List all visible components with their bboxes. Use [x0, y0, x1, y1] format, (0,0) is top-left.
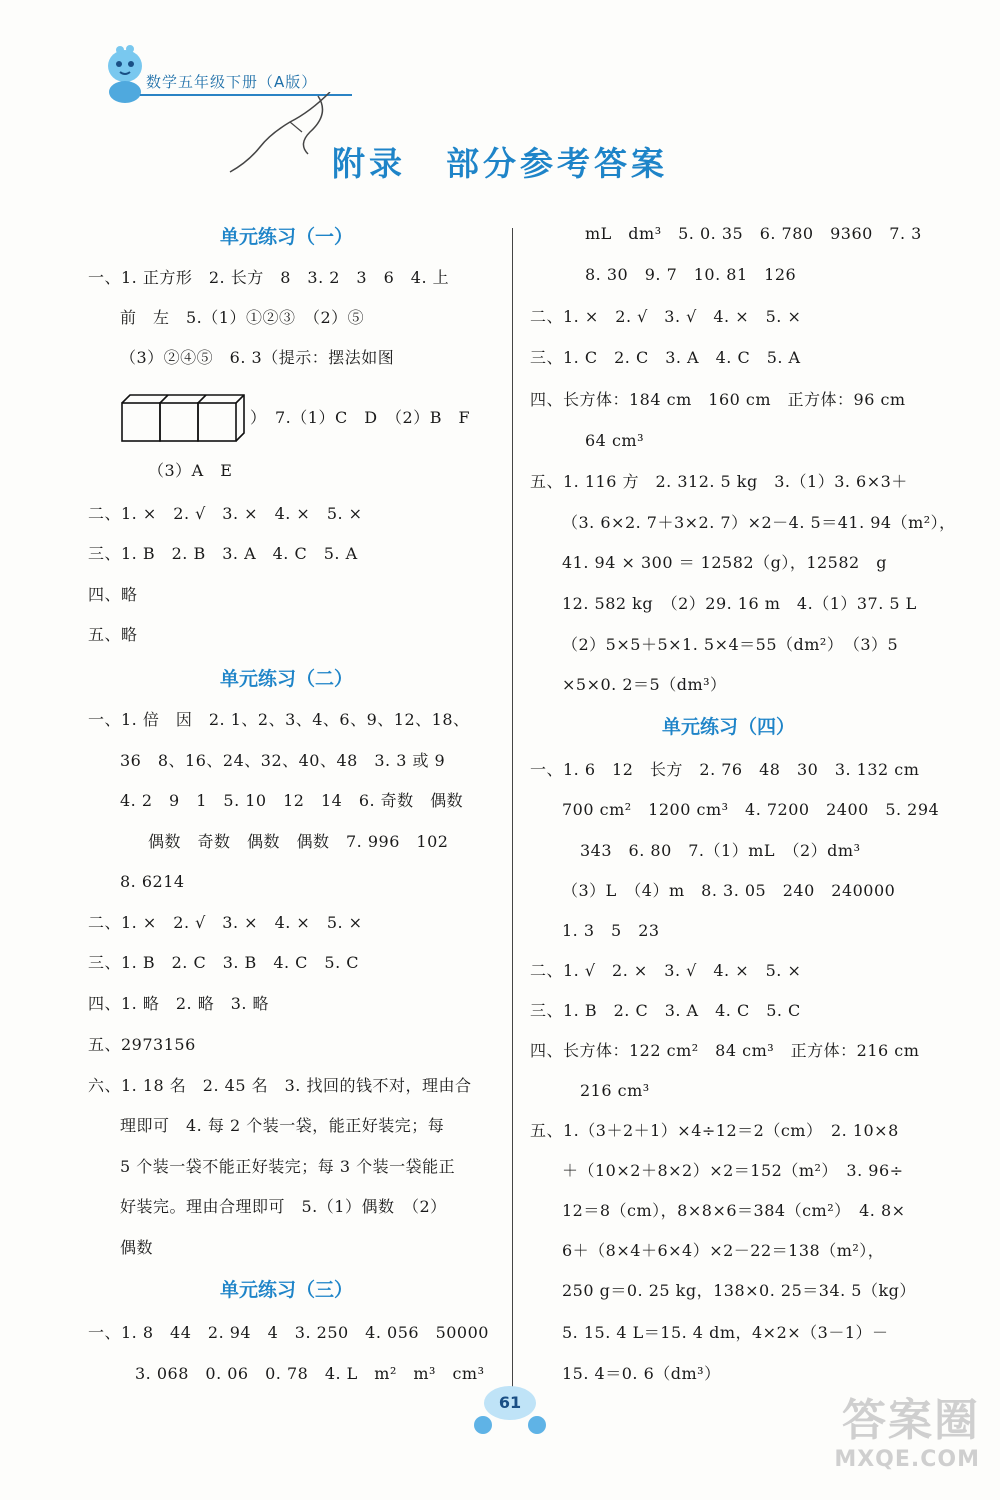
- column-divider: [512, 228, 513, 1393]
- answer-line: ×5×0. 2＝5（dm³）: [562, 675, 727, 694]
- answer-line: 理即可 4. 每 2 个装一袋，能正好装完；每: [120, 1116, 445, 1135]
- answer-line: （3）L （4）m 8. 3. 05 240 240000: [562, 881, 896, 900]
- answer-line: 五、略: [88, 625, 138, 644]
- answer-line: （3）A E: [148, 461, 233, 480]
- answer-line: 三、1. B 2. C 3. B 4. C 5. C: [88, 953, 360, 972]
- page-title-answers: 部分参考答案: [446, 144, 668, 183]
- answer-line: 4. 2 9 1 5. 10 12 14 6. 奇数 偶数: [120, 791, 464, 810]
- page-title-appendix: 附录: [332, 144, 406, 183]
- answer-line: 二、1. × 2. √ 3. × 4. × 5. ×: [88, 504, 363, 523]
- answer-line: 四、1. 略 2. 略 3. 略: [88, 994, 270, 1013]
- answer-line: 343 6. 80 7.（1）mL （2）dm³: [580, 841, 861, 860]
- answer-line: （3. 6×2. 7＋3×2. 7）×2－4. 5＝41. 94（m²），: [562, 513, 956, 532]
- page-title: [0, 138, 1000, 185]
- book-header: [100, 42, 360, 132]
- mascot-icon: [100, 42, 150, 106]
- answer-line: 15. 4＝0. 6（dm³）: [562, 1364, 721, 1383]
- answer-line: 四、长方体：184 cm 160 cm 正方体：96 cm: [530, 390, 906, 409]
- answer-line: ＋（10×2＋8×2）×2＝152（m²） 3. 96÷: [562, 1161, 904, 1180]
- watermark-url: MXQE.COM: [834, 1447, 980, 1472]
- answer-line: 700 cm² 1200 cm³ 4. 7200 2400 5. 294: [562, 800, 940, 819]
- answer-line: 前 左 5.（1）①②③ （2）⑤: [120, 308, 365, 327]
- cubes-figure: [120, 393, 250, 443]
- answer-line: 8. 30 9. 7 10. 81 126: [585, 265, 797, 284]
- answer-line: （2）5×5＋5×1. 5×4＝55（dm²） （3）5: [562, 635, 899, 654]
- answer-line: 6＋（8×4＋6×4）×2－22＝138（m²），: [562, 1241, 885, 1260]
- answer-line: 五、1. 116 方 2. 312. 5 kg 3.（1）3. 6×3＋: [530, 472, 908, 491]
- section-title-unit-3: 单元练习（三）: [220, 1279, 354, 1301]
- answer-line: 12＝8（cm），8×8×6＝384（cm²） 4. 8×: [562, 1201, 906, 1220]
- answer-line: 偶数 奇数 偶数 偶数 7. 996 102: [148, 832, 449, 851]
- answer-line: 250 g＝0. 25 kg，138×0. 25＝34. 5（kg）: [562, 1281, 916, 1300]
- answer-line: 5. 15. 4 L＝15. 4 dm，4×2×（3－1）－: [562, 1323, 889, 1342]
- answer-line: 216 cm³: [580, 1081, 650, 1100]
- answer-line: 64 cm³: [585, 431, 644, 450]
- watermark: [790, 1395, 980, 1490]
- answer-line: 二、1. × 2. √ 3. √ 4. × 5. ×: [530, 307, 802, 326]
- answer-line: 六、1. 18 名 2. 45 名 3. 找回的钱不对，理由合: [88, 1076, 472, 1095]
- section-title-unit-1: 单元练习（一）: [220, 226, 354, 248]
- answer-line: 12. 582 kg （2）29. 16 m 4.（1）37. 5 L: [562, 594, 917, 613]
- answer-line: 一、1. 倍 因 2. 1、2、3、4、6、9、12、18、: [88, 710, 470, 729]
- answer-line: 五、2973156: [88, 1035, 196, 1054]
- answer-line: （3）②④⑤ 6. 3（提示：摆法如图: [120, 348, 395, 367]
- answer-line: 3. 068 0. 06 0. 78 4. L m² m³ cm³: [135, 1364, 485, 1383]
- answer-line: ） 7.（1）C D （2）B F: [250, 408, 471, 427]
- page-number-badge: [465, 1385, 555, 1445]
- answer-line: 1. 3 5 23: [562, 921, 660, 940]
- answer-line: 二、1. √ 2. × 3. √ 4. × 5. ×: [530, 961, 802, 980]
- section-title-unit-2: 单元练习（二）: [220, 668, 354, 690]
- answer-line: 8. 6214: [120, 872, 185, 891]
- answer-line: 一、1. 8 44 2. 94 4 3. 250 4. 056 50000: [88, 1323, 489, 1342]
- answer-line: 三、1. B 2. C 3. A 4. C 5. C: [530, 1001, 801, 1020]
- page-number: 61: [498, 1393, 522, 1412]
- watermark-text: 答案圈: [842, 1395, 980, 1446]
- answer-line: mL dm³ 5. 0. 35 6. 780 9360 7. 3: [585, 224, 922, 243]
- answer-line: 偶数: [120, 1238, 154, 1257]
- book-title: 数学五年级下册（A版）: [146, 73, 318, 91]
- answer-line: 二、1. × 2. √ 3. × 4. × 5. ×: [88, 913, 363, 932]
- answer-line: 四、长方体：122 cm² 84 cm³ 正方体：216 cm: [530, 1041, 920, 1060]
- answer-line: 一、1. 正方形 2. 长方 8 3. 2 3 6 4. 上: [88, 268, 450, 287]
- section-title-unit-4: 单元练习（四）: [662, 716, 796, 738]
- answer-line: 一、1. 6 12 长方 2. 76 48 30 3. 132 cm: [530, 760, 920, 779]
- answer-line: 5 个装一袋不能正好装完；每 3 个装一袋能正: [120, 1157, 456, 1176]
- answer-line: 36 8、16、24、32、40、48 3. 3 或 9: [120, 751, 446, 770]
- answer-line: 好装完。理由合理即可 5.（1）偶数 （2）: [120, 1197, 447, 1216]
- answer-line: 三、1. B 2. B 3. A 4. C 5. A: [88, 544, 358, 563]
- answer-line: 41. 94 × 300 ＝ 12582（g），12582 g: [562, 553, 887, 572]
- answer-line: 四、略: [88, 585, 138, 604]
- answer-line: 三、1. C 2. C 3. A 4. C 5. A: [530, 348, 801, 367]
- answer-line: 五、1.（3＋2＋1）×4÷12＝2（cm） 2. 10×8: [530, 1121, 899, 1140]
